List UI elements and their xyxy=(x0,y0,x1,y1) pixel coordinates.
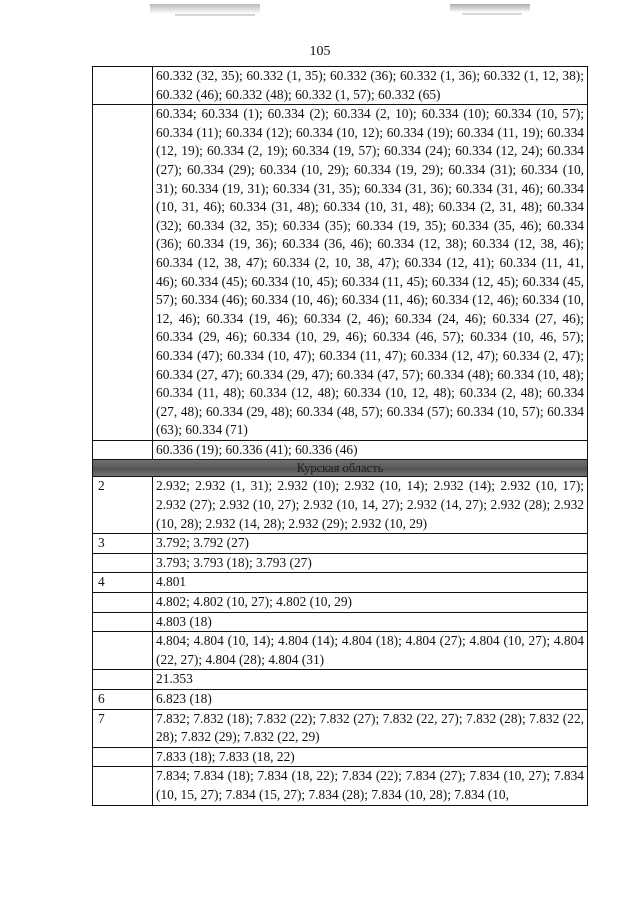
row-number-cell: 6 xyxy=(93,690,153,710)
row-codes-cell: 4.801 xyxy=(153,573,588,593)
row-codes-cell: 60.332 (32, 35); 60.332 (1, 35); 60.332 (36); 60.332 (1, 36); 60.332 (1, 12, 38); 60.332 (46); 60.332 (48); 60.332 (1, 57); 60.332 (65) xyxy=(153,67,588,105)
row-number-cell xyxy=(93,105,153,441)
row-number-cell xyxy=(93,632,153,670)
row-codes-cell: 60.334; 60.334 (1); 60.334 (2); 60.334 (2, 10); 60.334 (10); 60.334 (10, 57); 60.334 (11); 60.334 (12); 60.334 (10, 12); 60.334 (19); 60.334 (11, 19); 60.334 (12, 19); 60.334 (2, 19); 60.334 (19, 57); 60.334 (24); 60.334 (12, 24); 60.334 (27); 60.334 (29); 60.334 (10, 29); 60.334 (19, 29); 60.334 (31); 60.334 (10, 31); 60.334 (19, 31); 60.334 (31, 35); 60.334 (31, 36); 60.334 (31, 46); 60.334 (10, 31, 46); 60.334 (31, 48); 60.334 (10, 31, 48); 60.334 (2, 31, 48); 60.334 (32); 60.334 (32, 35); 60.334 (35); 60.334 (19, 35); 60.334 (35, 46); 60.334 (36); 60.334 (19, 36); 60.334 (36, 46); 60.334 (12, 38); 60.334 (12, 38, 46); 60.334 (12, 38, 47); 60.334 (2, 10, 38, 47); 60.334 (12, 41); 60.334 (11, 41, 46); 60.334 (45); 60.334 (10, 45); 60.334 (11, 45); 60.334 (12, 45); 60.334 (45, 57); 60.334 (46); 60.334 (10, 46); 60.334 (11, 46); 60.334 (12, 46); 60.334 (10, 12, 46); 60.334 (19, 46); 60.334 (2, 46); 60.334 (24, 46); 60.334 (27, 46); 60.334 (29, 46); 60.334 (10, 29, 46); 60.334 (46, 57); 60.334 (10, 46, 57); 60.334 (47); 60.334 (10, 47); 60.334 (11, 47); 60.334 (12, 47); 60.334 (2, 47); 60.334 (27, 47); 60.334 (29, 47); 60.334 (47, 57); 60.334 (48); 60.334 (10, 48); 60.334 (11, 48); 60.334 (12, 48); 60.334 (10, 12, 48); 60.334 (2, 48); 60.334 (27, 48); 60.334 (29, 48); 60.334 (48, 57); 60.334 (57); 60.334 (10, 57); 60.334 (63); 60.334 (71) xyxy=(153,105,588,441)
row-number-cell xyxy=(93,593,153,613)
row-number-cell: 3 xyxy=(93,534,153,554)
scan-artifact-left-line xyxy=(175,14,255,16)
row-codes-cell: 7.832; 7.832 (18); 7.832 (22); 7.832 (27); 7.832 (22, 27); 7.832 (28); 7.832 (22, 28); 7.832 (29); 7.832 (22, 29) xyxy=(153,709,588,747)
row-codes-cell: 4.803 (18) xyxy=(153,612,588,632)
scan-artifact-left xyxy=(150,4,260,14)
table-row xyxy=(93,670,588,690)
table-row xyxy=(93,477,588,534)
table-section-region xyxy=(93,460,588,477)
table-row xyxy=(93,690,588,710)
table-row xyxy=(93,553,588,573)
table-row xyxy=(93,534,588,554)
table-section-part2 xyxy=(93,477,588,805)
table-row xyxy=(93,612,588,632)
row-number-cell xyxy=(93,553,153,573)
row-codes-cell: 4.802; 4.802 (10, 27); 4.802 (10, 29) xyxy=(153,593,588,613)
scan-artifact-right xyxy=(450,4,530,12)
registry-table xyxy=(92,66,588,806)
row-codes-cell: 7.833 (18); 7.833 (18, 22) xyxy=(153,747,588,767)
region-title: Курская область xyxy=(93,460,588,477)
row-codes-cell: 2.932; 2.932 (1, 31); 2.932 (10); 2.932 (10, 14); 2.932 (14); 2.932 (10, 17); 2.932 (27); 2.932 (10, 27); 2.932 (10, 14, 27); 2.932 (14, 27); 2.932 (28); 2.932 (10, 28); 2.932 (14, 28); 2.932 (29); 2.932 (10, 29) xyxy=(153,477,588,534)
table-row xyxy=(93,632,588,670)
row-number-cell: 7 xyxy=(93,709,153,747)
row-number-cell xyxy=(93,612,153,632)
row-codes-cell: 6.823 (18) xyxy=(153,690,588,710)
row-codes-cell: 3.792; 3.792 (27) xyxy=(153,534,588,554)
table-row xyxy=(93,767,588,805)
row-codes-cell: 3.793; 3.793 (18); 3.793 (27) xyxy=(153,553,588,573)
scan-artifact-right-line xyxy=(462,13,522,15)
table-row xyxy=(93,709,588,747)
page-number: 105 xyxy=(309,44,331,59)
row-number-cell xyxy=(93,670,153,690)
row-number-cell xyxy=(93,767,153,805)
row-number-cell: 2 xyxy=(93,477,153,534)
table-section-part1 xyxy=(93,67,588,460)
table-row xyxy=(93,593,588,613)
row-number-cell xyxy=(93,440,153,460)
table-row xyxy=(93,105,588,441)
table-row xyxy=(93,67,588,105)
row-number-cell xyxy=(93,747,153,767)
row-number-cell xyxy=(93,67,153,105)
row-number-cell: 4 xyxy=(93,573,153,593)
table-row xyxy=(93,573,588,593)
row-codes-cell: 4.804; 4.804 (10, 14); 4.804 (14); 4.804 (18); 4.804 (27); 4.804 (10, 27); 4.804 (22, 27); 4.804 (28); 4.804 (31) xyxy=(153,632,588,670)
table-row xyxy=(93,440,588,460)
row-codes-cell: 7.834; 7.834 (18); 7.834 (18, 22); 7.834 (22); 7.834 (27); 7.834 (10, 27); 7.834 (10, 15, 27); 7.834 (15, 27); 7.834 (28); 7.834 (10, 28); 7.834 (10, xyxy=(153,767,588,805)
table-row xyxy=(93,747,588,767)
row-codes-cell: 60.336 (19); 60.336 (41); 60.336 (46) xyxy=(153,440,588,460)
row-codes-cell: 21.353 xyxy=(153,670,588,690)
region-header-row xyxy=(93,460,588,477)
